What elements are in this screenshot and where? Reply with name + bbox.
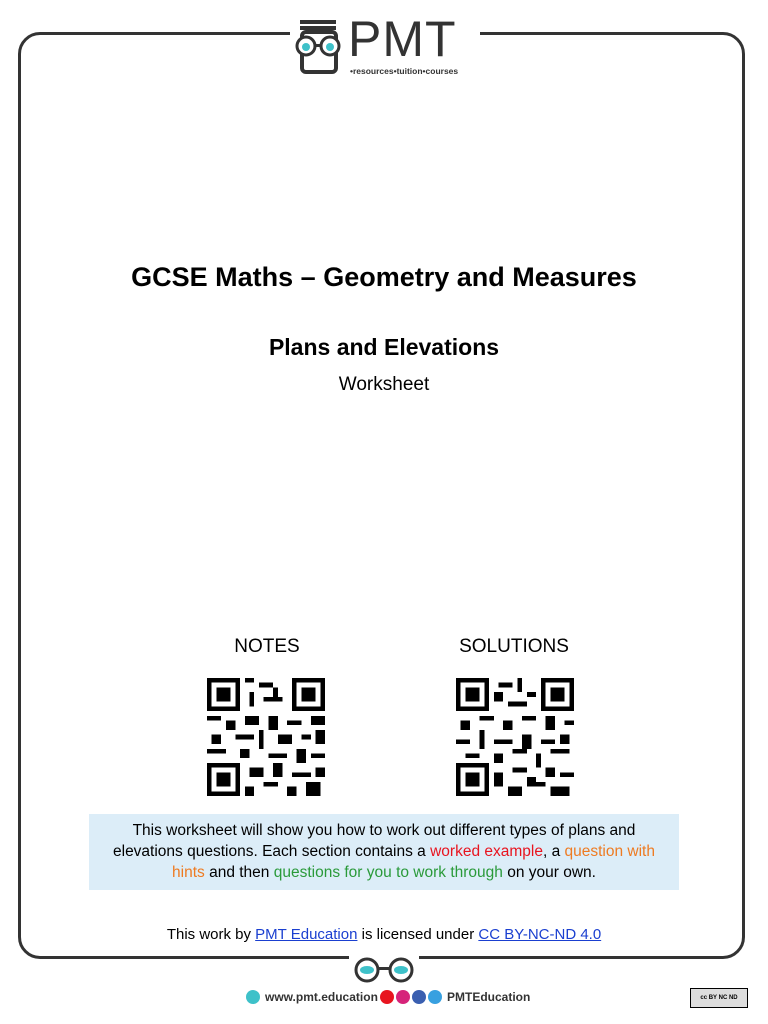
worked-example-text: worked example <box>430 843 543 860</box>
description-text: , a <box>542 843 565 860</box>
license-prefix: This work by <box>166 926 256 943</box>
cc-license-badge[interactable]: cc BY NC ND <box>690 988 748 1008</box>
website-link[interactable] <box>246 990 378 1004</box>
license-link[interactable]: CC BY-NC-ND 4.0 <box>478 926 602 943</box>
website-text: www.pmt.education <box>265 990 378 1004</box>
question-hints-text: question with hints <box>172 843 655 881</box>
description-text: on your own. <box>502 864 596 881</box>
logo-wordmark: PMT <box>348 11 457 67</box>
social-handle: PMTEducation <box>447 990 531 1004</box>
solutions-label: SOLUTIONS <box>459 636 569 657</box>
logo-tagline: •resources•tuition•courses <box>350 66 459 76</box>
page-title: GCSE Maths – Geometry and Measures <box>131 262 637 292</box>
twitter-icon[interactable] <box>428 990 442 1004</box>
instagram-icon[interactable] <box>396 990 410 1004</box>
notes-label: NOTES <box>234 636 300 657</box>
facebook-icon[interactable] <box>412 990 426 1004</box>
description-text: and then <box>204 864 274 881</box>
solutions-qr-code[interactable] <box>452 678 578 796</box>
license-statement <box>0 926 768 943</box>
glasses-icon <box>349 956 419 986</box>
glasses-book-icon <box>292 16 348 78</box>
practice-questions-text: questions for you to work through <box>273 864 503 881</box>
description-text: This worksheet will show you how to work out different types of plans and elevations questions. Each section contains a <box>113 822 636 860</box>
social-links[interactable] <box>380 990 530 1004</box>
topic-title: Plans and Elevations <box>268 334 500 360</box>
document-type: Worksheet <box>338 374 430 395</box>
notes-qr-code[interactable] <box>203 678 329 796</box>
pmt-logo <box>290 11 480 80</box>
license-middle: is licensed under <box>357 926 479 943</box>
youtube-icon[interactable] <box>380 990 394 1004</box>
cursor-icon <box>246 990 260 1004</box>
author-link[interactable]: PMT Education <box>255 926 358 943</box>
worksheet-description <box>89 814 679 890</box>
